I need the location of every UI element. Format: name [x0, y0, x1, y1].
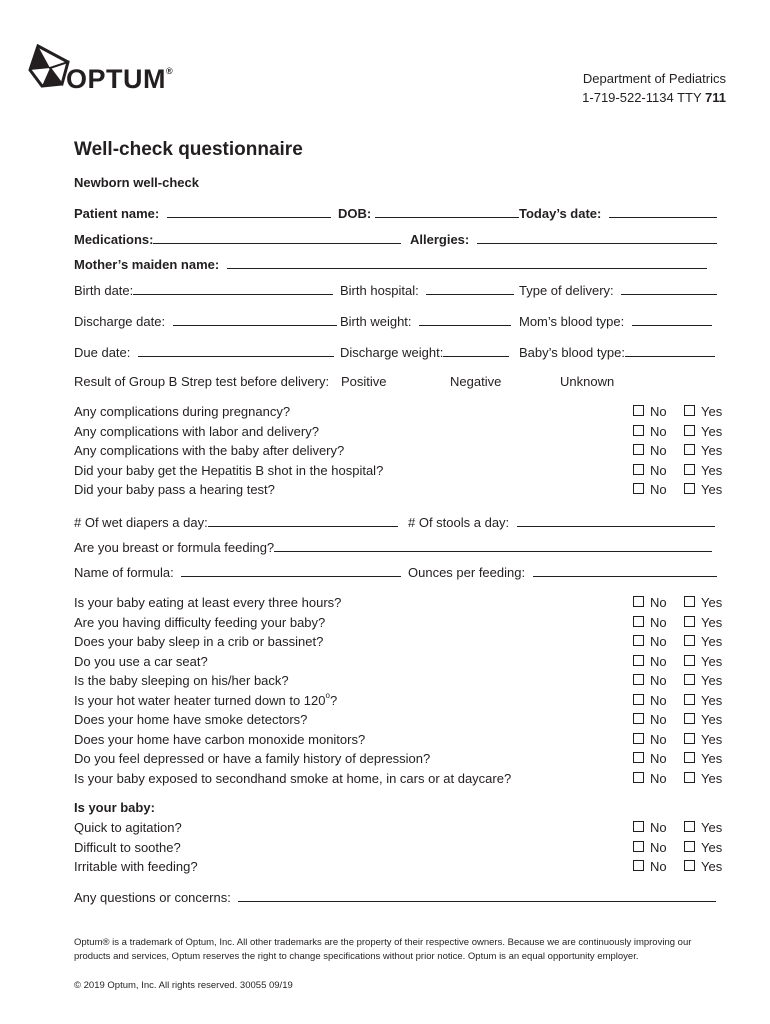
no-checkbox-option[interactable] [633, 840, 667, 855]
question-label [74, 840, 181, 855]
trademark-notice-line2: products and services, Optum reserves the right to change specifications without prior notice. Optum is an equal opportunity employer. [74, 951, 639, 962]
no-checkbox-option[interactable] [633, 859, 667, 874]
no-checkbox-option[interactable] [633, 404, 667, 419]
formula-name-label: Name of formula: [74, 565, 174, 580]
dob-input[interactable] [375, 205, 519, 218]
yes-label: Yes [701, 443, 723, 458]
no-label: No [650, 423, 667, 439]
yes-label: Yes [701, 462, 723, 478]
question-text: Any complications during pregnancy? [74, 404, 291, 419]
phone-line [582, 90, 726, 105]
due-date-label: Due date: [74, 345, 131, 360]
yes-checkbox-option[interactable] [684, 404, 722, 419]
discharge-weight-input[interactable] [443, 344, 509, 357]
moms-blood-type-label: Mom’s blood type: [519, 314, 625, 329]
yes-label: Yes [701, 634, 723, 649]
yes-label: Yes [701, 673, 723, 688]
allergies-input[interactable] [477, 231, 717, 244]
discharge-weight-field[interactable] [340, 344, 509, 360]
wet-diapers-input[interactable] [208, 514, 398, 527]
type-of-delivery-input[interactable] [621, 282, 717, 295]
no-checkbox-option[interactable] [633, 615, 667, 630]
birth-date-label: Birth date: [74, 283, 134, 298]
checkbox-icon[interactable] [684, 616, 695, 627]
no-checkbox-option[interactable] [633, 820, 667, 835]
no-label: No [650, 462, 667, 478]
question-label [74, 595, 341, 610]
checkbox-icon[interactable] [684, 596, 695, 607]
no-checkbox-option[interactable] [633, 595, 667, 610]
department-name: Department of Pediatrics [582, 71, 726, 86]
no-label: No [650, 770, 667, 786]
no-checkbox-option[interactable] [633, 673, 667, 688]
yes-checkbox-option[interactable] [684, 482, 722, 497]
checkbox-icon[interactable] [684, 733, 695, 744]
yes-label: Yes [701, 839, 723, 855]
strep-option-positive[interactable]: Positive [341, 374, 387, 389]
question-label [74, 443, 344, 458]
no-checkbox-option[interactable] [633, 712, 667, 727]
due-date-input[interactable] [138, 344, 334, 357]
question-text: Is your hot water heater turned down to 120 [74, 692, 326, 708]
yes-label: Yes [701, 770, 723, 786]
question-label [74, 634, 323, 649]
moms-blood-type-field[interactable] [519, 313, 712, 329]
no-label: No [650, 595, 667, 610]
checkbox-icon[interactable] [633, 821, 644, 832]
birth-hospital-field[interactable] [340, 282, 514, 298]
yes-checkbox-option[interactable] [684, 712, 722, 727]
checkbox-icon[interactable] [633, 635, 644, 646]
babys-blood-type-label: Baby’s blood type: [519, 345, 625, 360]
yes-checkbox-option[interactable] [684, 424, 722, 439]
checkbox-icon[interactable] [633, 772, 644, 783]
checkbox-icon[interactable] [633, 752, 644, 763]
question-label [74, 404, 290, 419]
birth-hospital-label: Birth hospital: [340, 283, 419, 298]
yes-checkbox-option[interactable] [684, 820, 722, 835]
no-label: No [650, 653, 667, 669]
question-text: Is your baby exposed to secondhand smoke at home, in cars or at daycare? [74, 770, 512, 786]
yes-checkbox-option[interactable] [684, 443, 722, 458]
copyright-notice: © 2019 Optum, Inc. All rights reserved. 30055 09/19 [74, 980, 293, 991]
question-text: Are you having difficulty feeding your baby? [74, 614, 326, 630]
checkbox-icon[interactable] [633, 655, 644, 666]
checkbox-icon[interactable] [684, 752, 695, 763]
medications-field[interactable] [74, 231, 401, 247]
no-checkbox-option[interactable] [633, 482, 667, 497]
birth-date-input[interactable] [133, 282, 333, 295]
babys-blood-type-field[interactable] [519, 344, 715, 360]
babys-blood-type-input[interactable] [625, 344, 715, 357]
question-text: Does your baby sleep in a crib or bassinet? [74, 634, 324, 649]
questions-concerns-label: Any questions or concerns: [74, 890, 231, 905]
patient-name-label: Patient name: [74, 206, 160, 221]
mothers-maiden-name-input[interactable] [227, 256, 707, 269]
formula-name-input[interactable] [181, 564, 401, 577]
checkbox-icon[interactable] [633, 444, 644, 455]
degree-mark: o [325, 690, 330, 700]
ounces-per-feeding-field[interactable] [408, 564, 717, 580]
question-label [74, 859, 198, 874]
no-label: No [650, 673, 667, 688]
checkbox-icon[interactable] [633, 425, 644, 436]
yes-checkbox-option[interactable] [684, 463, 722, 478]
type-of-delivery-field[interactable] [519, 282, 717, 298]
todays-date-label: Today’s date: [519, 206, 602, 221]
checkbox-icon[interactable] [684, 425, 695, 436]
birth-date-field[interactable] [74, 282, 333, 298]
yes-checkbox-option[interactable] [684, 771, 722, 786]
tty-number: 711 [705, 90, 726, 105]
dob-label: DOB: [338, 206, 372, 221]
questions-concerns-field[interactable] [74, 889, 716, 905]
checkbox-icon[interactable] [633, 694, 644, 705]
type-of-delivery-label: Type of delivery: [519, 283, 614, 298]
no-checkbox-option[interactable] [633, 771, 667, 786]
discharge-date-field[interactable] [74, 313, 337, 329]
no-label: No [650, 839, 667, 855]
checkbox-icon[interactable] [684, 483, 695, 494]
checkbox-icon[interactable] [684, 674, 695, 685]
question-label [74, 654, 208, 669]
checkbox-icon[interactable] [633, 860, 644, 871]
no-label: No [650, 614, 667, 630]
question-text: Any complications with the baby after delivery? [74, 443, 345, 458]
checkbox-icon[interactable] [684, 694, 695, 705]
yes-label: Yes [701, 692, 723, 708]
question-text: Any complications with labor and delivery? [74, 423, 319, 439]
question-label [74, 463, 383, 478]
checkbox-icon[interactable] [633, 464, 644, 475]
question-label [74, 751, 430, 766]
mothers-maiden-name-label: Mother’s maiden name: [74, 257, 220, 272]
dob-field[interactable] [338, 205, 519, 221]
checkbox-icon[interactable] [633, 616, 644, 627]
question-text: Does your home have carbon monoxide monitors? [74, 731, 366, 747]
checkbox-icon[interactable] [684, 841, 695, 852]
patient-name-field[interactable] [74, 205, 331, 221]
question-text: Is the baby sleeping on his/her back? [74, 673, 289, 688]
allergies-field[interactable] [410, 231, 717, 247]
question-label [74, 673, 289, 688]
no-checkbox-option[interactable] [633, 424, 667, 439]
discharge-date-label: Discharge date: [74, 314, 166, 329]
question-text: Did your baby get the Hepatitis B shot in the hospital? [74, 462, 384, 478]
question-text: Difficult to soothe? [74, 839, 181, 855]
checkbox-icon[interactable] [633, 596, 644, 607]
yes-label: Yes [701, 751, 723, 766]
breast-formula-input[interactable] [274, 539, 712, 552]
form-subtitle: Newborn well-check [74, 175, 199, 190]
logo-registered-mark: ® [166, 66, 174, 76]
yes-label: Yes [701, 614, 723, 630]
yes-label: Yes [701, 820, 723, 835]
due-date-field[interactable] [74, 344, 334, 360]
no-checkbox-option[interactable] [633, 693, 667, 708]
yes-label: Yes [701, 404, 723, 419]
medications-input[interactable] [153, 231, 401, 244]
patient-name-input[interactable] [167, 205, 331, 218]
phone-number: 1-719-522-1134 TTY [582, 90, 706, 105]
allergies-label: Allergies: [410, 232, 470, 247]
checkbox-icon[interactable] [684, 713, 695, 724]
question-label [74, 482, 275, 497]
question-label [74, 690, 338, 708]
question-label [74, 820, 182, 835]
yes-label: Yes [701, 859, 723, 874]
yes-checkbox-option[interactable] [684, 840, 722, 855]
no-label: No [650, 731, 667, 747]
checkbox-icon[interactable] [684, 821, 695, 832]
yes-checkbox-option[interactable] [684, 615, 722, 630]
yes-label: Yes [701, 482, 723, 497]
birth-hospital-input[interactable] [426, 282, 514, 295]
checkbox-icon[interactable] [633, 713, 644, 724]
strep-test-label: Result of Group B Strep test before delivery: [74, 374, 330, 389]
checkbox-icon[interactable] [684, 860, 695, 871]
question-text: Is your baby eating at least every three hours? [74, 595, 342, 610]
question-text: Do you use a car seat? [74, 653, 208, 669]
no-checkbox-option[interactable] [633, 463, 667, 478]
strep-option-unknown[interactable]: Unknown [560, 374, 615, 389]
question-text: Does your home have smoke detectors? [74, 712, 308, 727]
todays-date-input[interactable] [609, 205, 717, 218]
yes-checkbox-option[interactable] [684, 595, 722, 610]
no-checkbox-option[interactable] [633, 732, 667, 747]
checkbox-icon[interactable] [633, 483, 644, 494]
yes-label: Yes [701, 423, 723, 439]
breast-formula-label: Are you breast or formula feeding? [74, 540, 275, 555]
checkbox-icon[interactable] [633, 733, 644, 744]
birth-weight-input[interactable] [419, 313, 511, 326]
question-label [74, 424, 319, 439]
checkbox-icon[interactable] [684, 772, 695, 783]
wet-diapers-field[interactable] [74, 514, 398, 530]
no-label: No [650, 634, 667, 649]
no-label: No [650, 443, 667, 458]
no-label: No [650, 859, 667, 874]
yes-label: Yes [701, 731, 723, 747]
page-title: Well-check questionnaire [74, 139, 303, 160]
discharge-weight-label: Discharge weight: [340, 345, 444, 360]
question-mark: ? [329, 692, 338, 708]
no-label: No [650, 751, 667, 766]
trademark-notice: Optum® is a trademark of Optum, Inc. All other trademarks are the property of their respective owners. Because we are continuously improving our [74, 937, 692, 948]
birth-weight-field[interactable] [340, 313, 511, 329]
breast-formula-field[interactable] [74, 539, 712, 555]
no-label: No [650, 404, 667, 419]
yes-checkbox-option[interactable] [684, 751, 722, 766]
no-checkbox-option[interactable] [633, 443, 667, 458]
stools-field[interactable] [408, 514, 715, 530]
no-label: No [650, 820, 667, 835]
todays-date-field[interactable] [519, 205, 717, 221]
discharge-date-input[interactable] [173, 313, 337, 326]
question-text: Do you feel depressed or have a family history of depression? [74, 751, 431, 766]
checkbox-icon[interactable] [633, 405, 644, 416]
formula-name-field[interactable] [74, 564, 401, 580]
stools-input[interactable] [517, 514, 715, 527]
checkbox-icon[interactable] [684, 405, 695, 416]
yes-checkbox-option[interactable] [684, 732, 722, 747]
question-label [74, 732, 365, 747]
no-checkbox-option[interactable] [633, 634, 667, 649]
logo-wordmark: OPTUM [66, 64, 166, 94]
no-checkbox-option[interactable] [633, 751, 667, 766]
question-text: Irritable with feeding? [74, 859, 198, 874]
ounces-per-feeding-label: Ounces per feeding: [408, 565, 526, 580]
checkbox-icon[interactable] [684, 655, 695, 666]
no-label: No [650, 712, 667, 727]
medications-label: Medications: [74, 232, 154, 247]
no-label: No [650, 692, 667, 708]
wet-diapers-label: # Of wet diapers a day: [74, 515, 208, 530]
strep-option-negative[interactable]: Negative [450, 374, 502, 389]
question-text: Did your baby pass a hearing test? [74, 482, 275, 497]
question-label [74, 712, 307, 727]
checkbox-icon[interactable] [684, 635, 695, 646]
yes-checkbox-option[interactable] [684, 654, 722, 669]
moms-blood-type-input[interactable] [632, 313, 712, 326]
yes-checkbox-option[interactable] [684, 673, 722, 688]
question-label [74, 615, 325, 630]
no-checkbox-option[interactable] [633, 654, 667, 669]
yes-checkbox-option[interactable] [684, 859, 722, 874]
yes-checkbox-option[interactable] [684, 693, 722, 708]
no-label: No [650, 482, 667, 497]
checkbox-icon[interactable] [684, 464, 695, 475]
yes-checkbox-option[interactable] [684, 634, 722, 649]
birth-weight-label: Birth weight: [340, 314, 412, 329]
question-text: Quick to agitation? [74, 820, 182, 835]
yes-label: Yes [701, 595, 723, 610]
yes-label: Yes [701, 712, 723, 727]
checkbox-icon[interactable] [633, 841, 644, 852]
ounces-per-feeding-input[interactable] [533, 564, 717, 577]
questions-concerns-input[interactable] [238, 889, 716, 902]
question-label [74, 771, 511, 786]
is-your-baby-heading: Is your baby: [74, 800, 155, 815]
stools-label: # Of stools a day: [408, 515, 510, 530]
checkbox-icon[interactable] [633, 674, 644, 685]
checkbox-icon[interactable] [684, 444, 695, 455]
yes-label: Yes [701, 653, 723, 669]
mothers-maiden-name-field[interactable] [74, 256, 707, 272]
